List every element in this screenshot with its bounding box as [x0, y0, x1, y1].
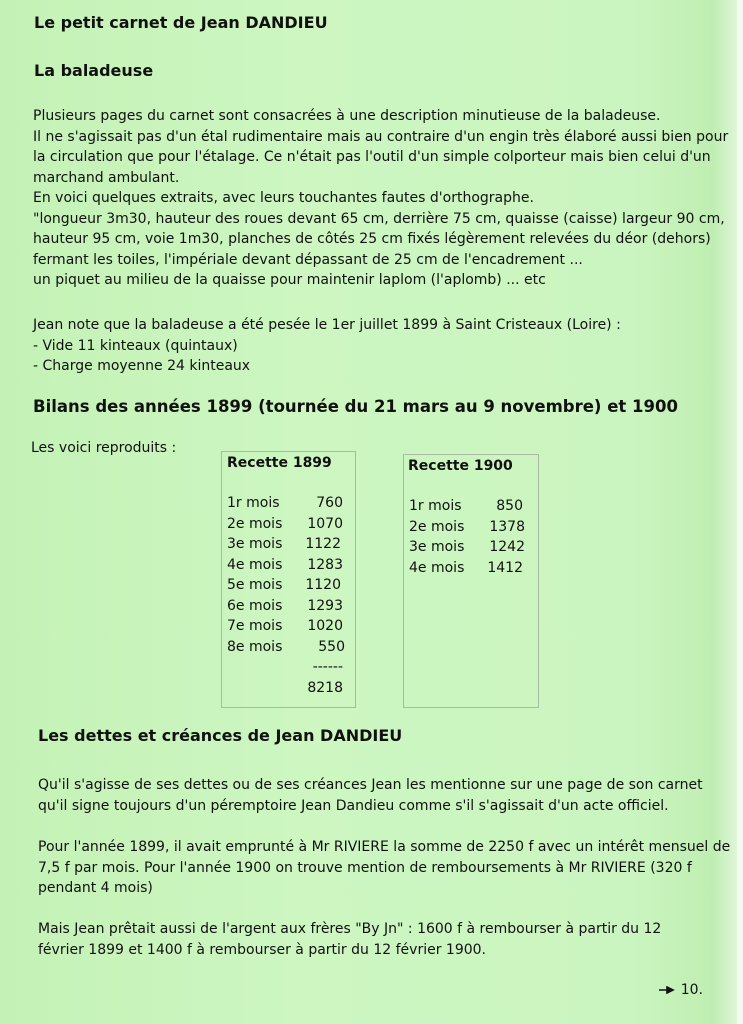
text-line: pendant 4 mois): [38, 880, 153, 896]
text-line: Plusieurs pages du carnet sont consacrées à une description minutieuse de la baladeuse.: [33, 108, 661, 124]
table-title: Recette 1900: [408, 458, 513, 474]
value-cell: 1378: [489, 518, 525, 535]
text-line: - Charge moyenne 24 kinteaux: [33, 358, 251, 374]
text-line: hauteur 95 cm, voie 1m30, planches de côtés 25 cm fixés légèrement relevées du déor (dehors): [33, 231, 711, 247]
paragraph-baladeuse-description: [33, 106, 728, 291]
table-row: [222, 516, 355, 536]
tables-intro: Les voici reproduits :: [31, 440, 177, 456]
page-number-footer: [659, 982, 703, 998]
month-cell: 5e mois: [227, 577, 283, 593]
section-heading-baladeuse: La baladeuse: [34, 61, 154, 80]
month-cell: 8e mois: [227, 638, 283, 655]
value-cell: 850: [496, 498, 523, 514]
total-cell: 8218: [307, 680, 343, 696]
text-line: Il ne s'agissait pas d'un étal rudimentaire mais au contraire d'un engin très élaboré aussi bien pour: [33, 128, 729, 145]
text-line: qu'il signe toujours d'un péremptoire Jean Dandieu comme s'il s'agissait d'un acte officiel.: [38, 797, 669, 814]
text-line: Mais Jean prêtait aussi de l'argent aux frères "By Jn" : 1600 f à rembourser à partir du 12: [38, 921, 662, 937]
month-cell: 3e mois: [409, 539, 465, 555]
month-cell: 1r mois: [227, 495, 280, 511]
table-row: [222, 639, 355, 659]
value-cell: 1412: [487, 559, 523, 576]
table-recette-1899: [221, 451, 356, 708]
text-line: février 1899 et 1400 f à rembourser à partir du 12 février 1900.: [38, 941, 486, 958]
table-row: [404, 560, 538, 580]
text-line: Pour l'année 1899, il avait emprunté à Mr RIVIERE la somme de 2250 f avec un intérêt mensuel de: [38, 839, 731, 855]
table-title: Recette 1899: [227, 455, 332, 471]
table-total: [222, 680, 355, 700]
value-cell: 760: [316, 495, 343, 511]
page-number: 10.: [680, 982, 703, 998]
paragraph-prets: [38, 919, 661, 960]
text-line: - Vide 11 kinteaux (quintaux): [33, 337, 238, 354]
text-line: la circulation que pour l'étalage. Ce n'était pas l'outil d'un simple colporteur mais bien celui d'un: [33, 149, 711, 165]
text-line: fermant les toiles, l'impériale devant dépassant de 25 cm de l'encadrement ...: [33, 251, 583, 268]
table-row: [404, 539, 538, 559]
month-cell: 2e mois: [409, 518, 465, 535]
paragraph-dettes-intro: [38, 775, 703, 816]
value-cell: 1120: [305, 577, 341, 593]
table-separator: ------: [312, 659, 343, 675]
value-cell: 1020: [307, 618, 343, 634]
text-line: 7,5 f par mois. Pour l'année 1900 on trouve mention de remboursements à Mr RIVIERE (320 f: [38, 859, 692, 876]
arrow-right-icon: [659, 982, 675, 998]
page-edge: [737, 0, 743, 1024]
table-row: [222, 557, 355, 577]
month-cell: 4e mois: [227, 556, 283, 573]
text-line: "longueur 3m30, hauteur des roues devant 65 cm, derrière 75 cm, quaisse (caisse) largeur 90 cm,: [33, 210, 725, 227]
table-recette-1900: [403, 454, 539, 708]
month-cell: 4e mois: [409, 559, 465, 576]
paragraph-emprunt: [38, 837, 730, 899]
paragraph-weight: [33, 315, 621, 377]
value-cell: 550: [318, 638, 345, 655]
text-line: marchand ambulant.: [33, 169, 180, 186]
text-line: Jean note que la baladeuse a été pesée le 1er juillet 1899 à Saint Cristeaux (Loire) :: [33, 317, 621, 333]
document-title: Le petit carnet de Jean DANDIEU: [34, 13, 328, 32]
value-cell: 1283: [307, 556, 343, 573]
table-row: [404, 519, 538, 539]
table-row: [222, 618, 355, 638]
month-cell: 3e mois: [227, 536, 283, 552]
text-line: un piquet au milieu de la quaisse pour maintenir laplom (l'aplomb) ... etc: [33, 272, 546, 288]
value-cell: 1242: [489, 539, 525, 555]
table-row: [222, 536, 355, 556]
month-cell: 1r mois: [409, 498, 462, 514]
month-cell: 6e mois: [227, 597, 283, 614]
text-line: Qu'il s'agisse de ses dettes ou de ses créances Jean les mentionne sur une page de son carnet: [38, 777, 703, 793]
text-line: En voici quelques extraits, avec leurs touchantes fautes d'orthographe.: [33, 190, 534, 206]
table-row: [222, 598, 355, 618]
month-cell: 7e mois: [227, 618, 283, 634]
value-cell: 1070: [307, 515, 343, 532]
month-cell: 2e mois: [227, 515, 283, 532]
value-cell: 1122: [305, 536, 341, 552]
table-row: [222, 577, 355, 597]
section-heading-bilans: Bilans des années 1899 (tournée du 21 mars au 9 novembre) et 1900: [33, 397, 678, 416]
table-row: [222, 495, 355, 515]
table-row: [404, 498, 538, 518]
section-heading-dettes: Les dettes et créances de Jean DANDIEU: [38, 726, 403, 745]
value-cell: 1293: [307, 597, 343, 614]
